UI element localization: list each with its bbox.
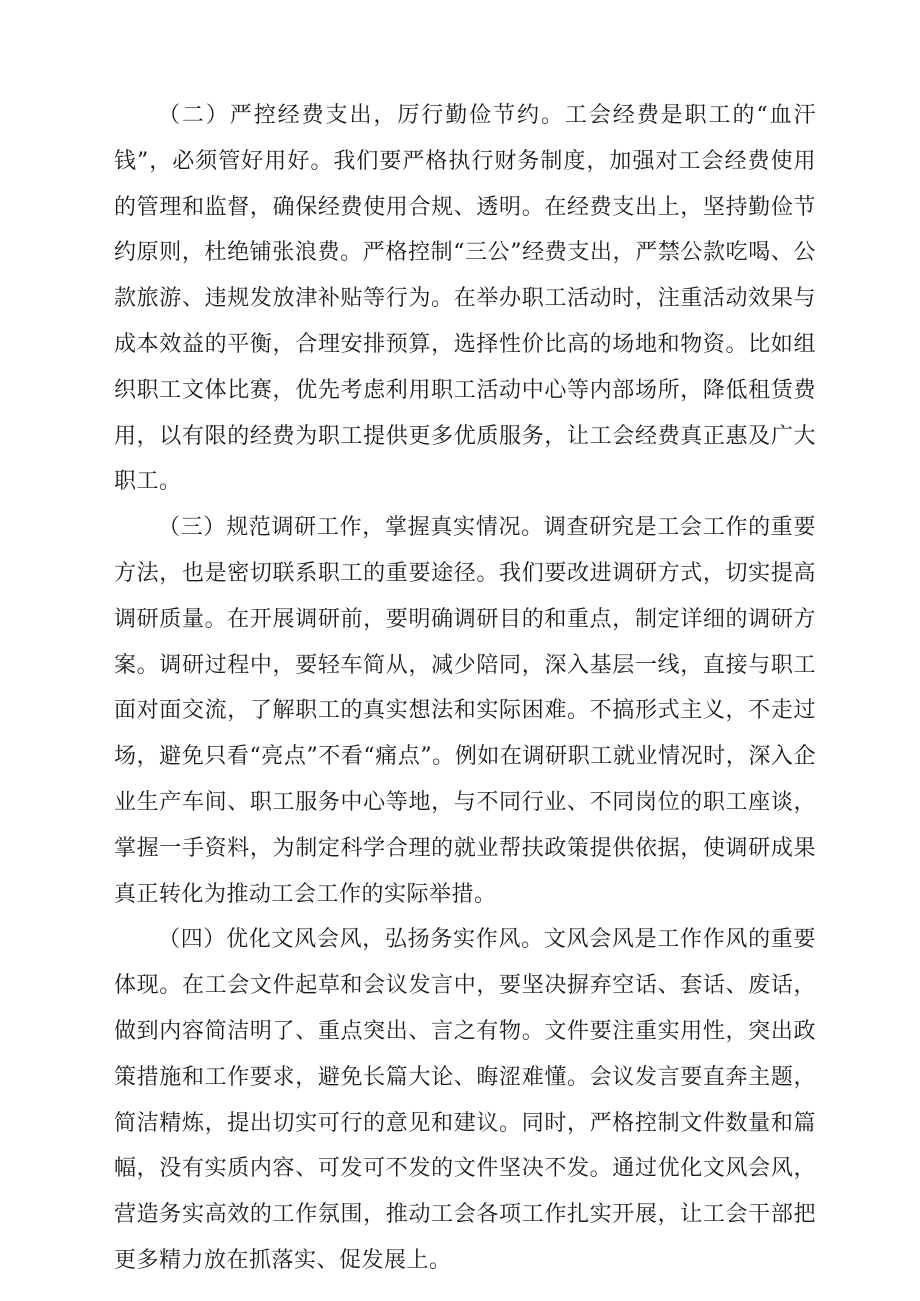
document-body <box>114 93 816 1284</box>
paragraph-research-work: （三）规范调研工作，掌握真实情况。调查研究是工会工作的重要方法，也是密切联系职工的重要途径。我们要改进调研方式，切实提高调研质量。在开展调研前，要明确调研目的和重点，制定详细的调研方案。调研过程中，要轻车简从，减少陪同，深入基层一线，直接与职工面对面交流，了解职工的真实想法和实际困难。不搞形式主义，不走过场，避免只看“亮点”不看“痛点”。例如在调研职工就业情况时，深入企业生产车间、职工服务中心等地，与不同行业、不同岗位的职工座谈，掌握一手资料，为制定科学合理的就业帮扶政策提供依据，使调研成果真正转化为推动工会工作的实际举措。 <box>114 515 816 907</box>
paragraph-writing-meeting-style: （四）优化文风会风，弘扬务实作风。文风会风是工作作风的重要体现。在工会文件起草和会议发言中，要坚决摒弃空话、套话、废话，做到内容简洁明了、重点突出、言之有物。文件要注重实用性，突出政策措施和工作要求，避免长篇大论、晦涩难懂。会议发言要直奔主题，简洁精炼，提出切实可行的意见和建议。同时，严格控制文件数量和篇幅，没有实质内容、可发可不发的文件坚决不发。通过优化文风会风，营造务实高效的工作氛围，推动工会各项工作扎实开展，让工会干部把更多精力放在抓落实、促发展上。 <box>114 927 816 1273</box>
paragraph-expense-control: （二）严控经费支出，厉行勤俭节约。工会经费是职工的“血汗钱”，必须管好用好。我们要严格执行财务制度，加强对工会经费使用的管理和监督，确保经费使用合规、透明。在经费支出上，坚持勤俭节约原则，杜绝铺张浪费。严格控制“三公”经费支出，严禁公款吃喝、公款旅游、违规发放津补贴等行为。在举办职工活动时，注重活动效果与成本效益的平衡，合理安排预算，选择性价比高的场地和物资。比如组织职工文体比赛，优先考虑利用职工活动中心等内部场所，降低租赁费用，以有限的经费为职工提供更多优质服务，让工会经费真正惠及广大职工。 <box>114 103 816 495</box>
